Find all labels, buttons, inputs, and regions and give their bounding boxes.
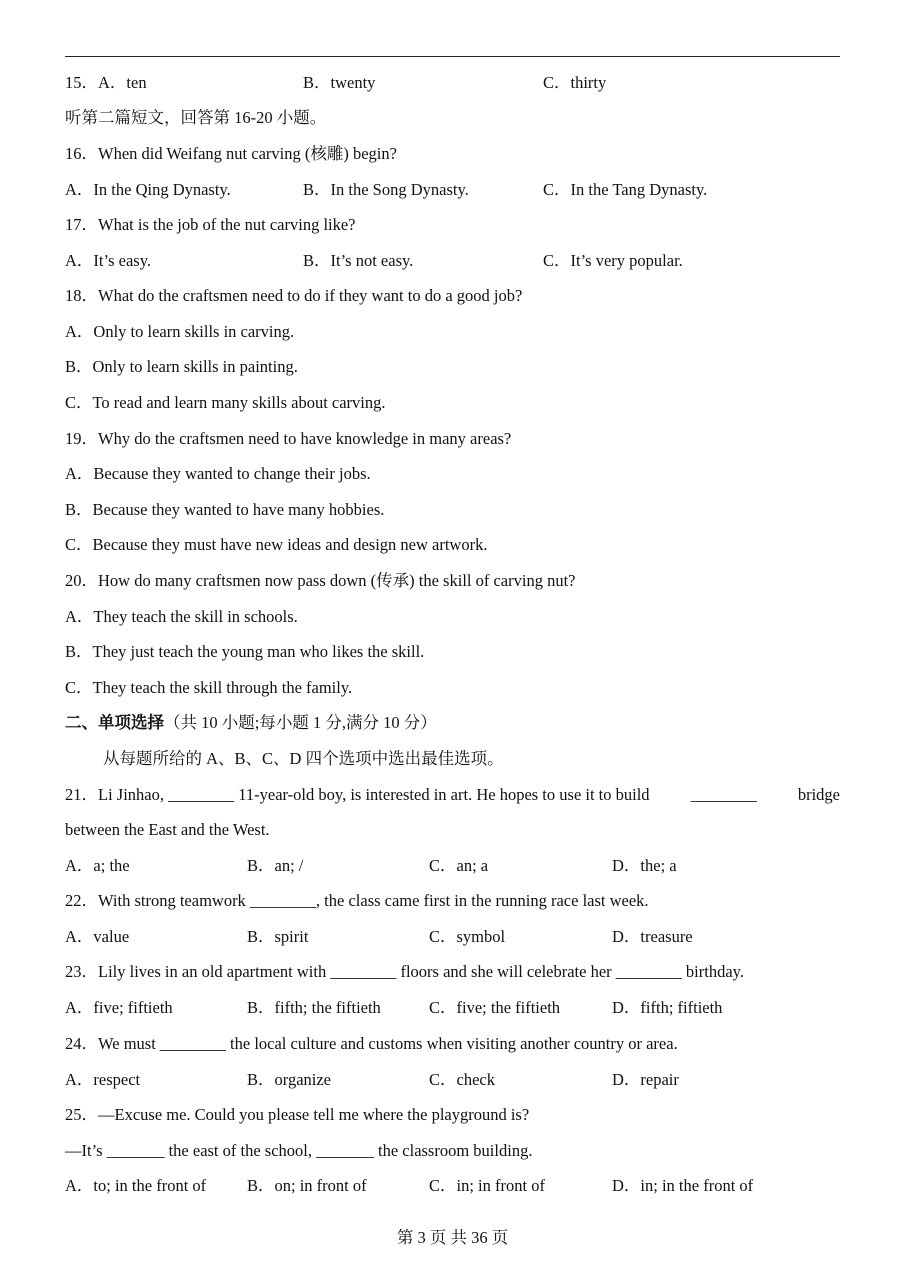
q18-option-c: C．To read and learn many skills about carving.: [65, 393, 386, 412]
q24-option-a: A．respect: [65, 1070, 141, 1089]
q18-option-a: A．Only to learn skills in carving.: [65, 322, 295, 341]
q20-option-c: C．They teach the skill through the family.: [65, 678, 353, 697]
q19-option-b: B．Because they wanted to have many hobbies.: [65, 500, 385, 519]
q24-stem: 24．We must ________ the local culture and customs when visiting another country or area.: [65, 1034, 678, 1053]
q19-stem: 19．Why do the craftsmen need to have knowledge in many areas?: [65, 429, 512, 448]
q21-option-d: D．the; a: [612, 856, 677, 875]
q24-option-d: D．repair: [612, 1070, 679, 1089]
q18-option-b: B．Only to learn skills in painting.: [65, 357, 298, 376]
q24-option-b: B．organize: [247, 1070, 332, 1089]
q22-stem: 22．With strong teamwork ________, the class came first in the running race last week.: [65, 891, 649, 910]
q16-stem: 16．When did Weifang nut carving (核雕) begin?: [65, 144, 397, 163]
q22-option-d: D．treasure: [612, 927, 693, 946]
q21-stem-part3: bridge: [797, 785, 840, 804]
section2-title: 二、单项选择: [65, 713, 164, 732]
top-rule: [65, 56, 840, 57]
q17-option-c: C．It’s very popular.: [543, 251, 683, 270]
q25-option-d: D．in; in the front of: [612, 1176, 754, 1195]
q25-stem-line2: —It’s _______ the east of the school, _______ the classroom building.: [65, 1141, 533, 1160]
q20-stem: 20．How do many craftsmen now pass down (传承) the skill of carving nut?: [65, 571, 576, 590]
q21-blank2: ________: [690, 785, 757, 804]
q20-option-b: B．They just teach the young man who likes the skill.: [65, 642, 425, 661]
q15-option-a: 15．A．ten: [65, 73, 147, 92]
q21-stem-part1: 21．Li Jinhao, ________ 11-year-old boy, is interested in art. He hopes to use it to build: [65, 785, 650, 804]
passage2-instruction: 听第二篇短文，回答第 16-20 小题。: [65, 108, 327, 127]
q18-stem: 18．What do the craftsmen need to do if they want to do a good job?: [65, 286, 523, 305]
q16-option-a: A．In the Qing Dynasty.: [65, 180, 231, 199]
section2-heading: [65, 713, 437, 733]
q22-option-c: C．symbol: [429, 927, 506, 946]
q20-option-a: A．They teach the skill in schools.: [65, 607, 298, 626]
q15-option-b: B．twenty: [303, 73, 376, 92]
q21-option-b: B．an; /: [247, 856, 304, 875]
q25-option-c: C．in; in front of: [429, 1176, 545, 1195]
q23-option-a: A．five; fiftieth: [65, 998, 173, 1017]
q23-stem: 23．Lily lives in an old apartment with ________ floors and she will celebrate her ________ birthday.: [65, 962, 744, 981]
q21-stem-line2: between the East and the West.: [65, 820, 270, 839]
q25-stem: 25．—Excuse me. Could you please tell me where the playground is?: [65, 1105, 530, 1124]
section2-note: （共 10 小题;每小题 1 分,满分 10 分）: [164, 713, 437, 732]
q21-option-c: C．an; a: [429, 856, 489, 875]
q21-option-a: A．a; the: [65, 856, 130, 875]
q17-option-a: A．It’s easy.: [65, 251, 151, 270]
q24-option-c: C．check: [429, 1070, 495, 1089]
q21-stem: [65, 785, 840, 805]
q23-option-b: B．fifth; the fiftieth: [247, 998, 381, 1017]
section2-instruction: 从每题所给的 A、B、C、D 四个选项中选出最佳选项。: [103, 749, 504, 768]
q16-option-c: C．In the Tang Dynasty.: [543, 180, 708, 199]
q23-option-c: C．five; the fiftieth: [429, 998, 561, 1017]
q23-option-d: D．fifth; fiftieth: [612, 998, 723, 1017]
q19-option-a: A．Because they wanted to change their jobs.: [65, 464, 371, 483]
q22-option-b: B．spirit: [247, 927, 309, 946]
q17-stem: 17．What is the job of the nut carving like?: [65, 215, 356, 234]
q19-option-c: C．Because they must have new ideas and design new artwork.: [65, 535, 488, 554]
q22-option-a: A．value: [65, 927, 130, 946]
page-footer: 第 3 页 共 36 页: [396, 1228, 509, 1247]
q16-option-b: B．In the Song Dynasty.: [303, 180, 469, 199]
q25-option-b: B．on; in front of: [247, 1176, 367, 1195]
q25-option-a: A．to; in the front of: [65, 1176, 207, 1195]
q17-option-b: B．It’s not easy.: [303, 251, 414, 270]
q15-option-c: C．thirty: [543, 73, 607, 92]
